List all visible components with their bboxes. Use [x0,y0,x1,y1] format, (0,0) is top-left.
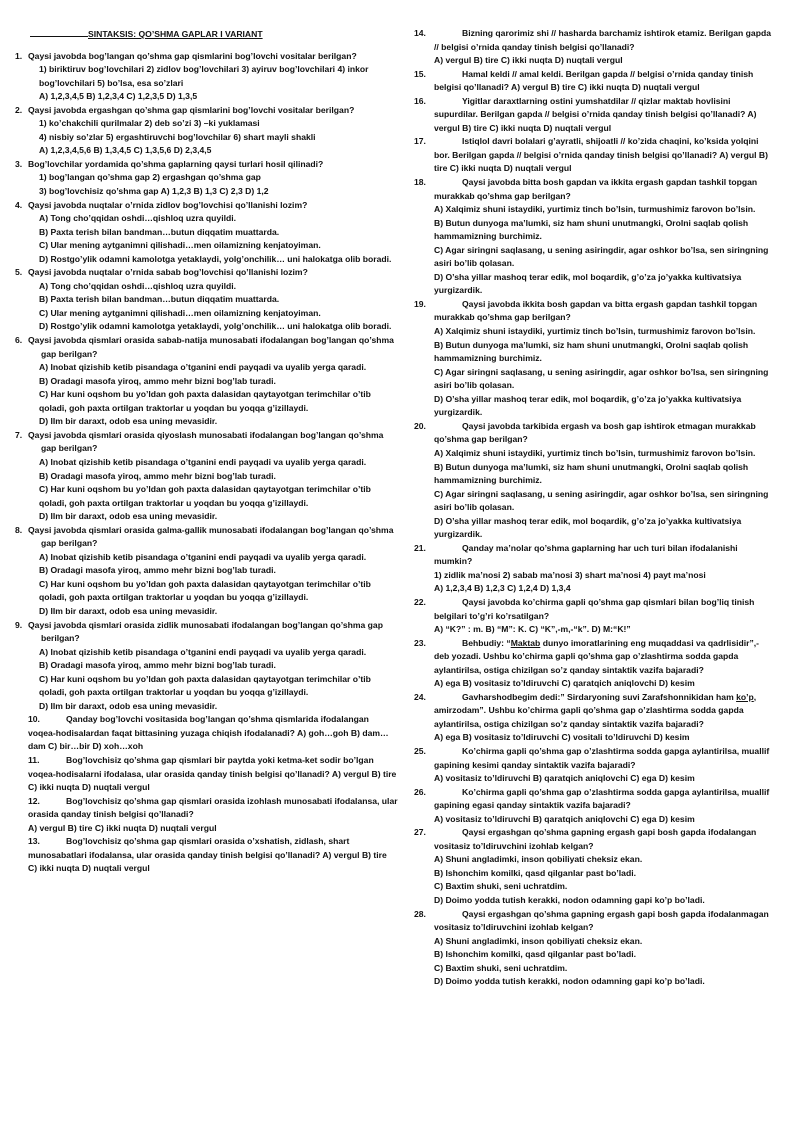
question-stem [28,835,398,876]
question-stem-text: Qaysi javobda qismlari orasida galma-gallik munosabati ifodalangan bog’langan qo’shma gap berilgan? [28,524,394,549]
answer-line: C) Agar siringni saqlasang, u sening asiringdir, agar oshkor bo’lsa, sen siringning asiri bo’lib qolasan. [434,366,769,391]
question-stem-text: Istiqlol davri bolalari g’ayratli, shijoatli // ko’zida chaqini, ko’ksida yolqini bor. Berilgan gapda // belgisi o’rnida qanday tinish belgisi qo’llanadi? A) vergul B) tire C) ikki nuqta D) nuqtali vergul [434,136,768,174]
question-stem-text: Hamal keldi // amal keldi. Berilgan gapda // belgisi o’rnida qanday tinish belgisi qo’llanadi? A) vergul B) tire C) ikki nuqta D) nuqtali vergul [434,68,754,93]
answer-line: D) O’sha yillar mashoq terar edik, mol boqardik, g’o’za jo’yakka kultivatsiya yurgizardik. [434,271,742,296]
question-stem-text: Qaysi javobda tarkibida ergash va bosh gap ishtirok etmagan murakkab qo’shma gap berilgan? [434,420,756,445]
answer-line: A) Inobat qizishib ketib pisandaga o’tganini endi payqadi va uyalib yerga qaradi. [39,551,367,562]
underlined-word: Maktab [510,637,541,648]
answer-line: A) Inobat qizishib ketib pisandaga o’tganini endi payqadi va uyalib yerga qaradi. [39,362,367,373]
answer-line: A) Xalqimiz shuni istaydiki, yurtimiz tinch bo’lsin, turmushimiz farovon bo’lsin. [434,326,756,337]
underlined-word: ko’p [736,691,754,702]
answer-line: B) Oradagi masofa yiroq, ammo mehr bizni bog’lab turadi. [39,470,276,481]
answer-line: D) Ilm bir daraxt, odob esa uning mevasidir. [39,416,218,427]
question-stem-text: Qaysi ergashgan qo’shma gapning ergash gapi bosh gapda ifodalangan vositasiz to’ldiruvchini izohlab kelgan? [434,827,757,851]
question-stem-text: Ko’chirma gapli qo’shma gap o’zlashtirma sodda gapga aylantirilsa, muallif gapining egasi qanday sintaktik vazifa bajaradi? [434,786,770,811]
question-item [414,745,774,786]
answer-line: C) Baxtim shuki, seni uchratdim. [434,962,568,973]
question-item [414,27,774,68]
question-item [414,542,774,596]
question-stem [414,691,774,732]
question-stem: 4. Qaysi javobda nuqtalar o’rnida zidlov bog’lovchisi qo’llanishi lozim? [15,199,308,210]
answer-line: A) Xalqimiz shuni istaydiki, yurtimiz tinch bo’lsin, turmushimiz farovon bo’lsin. [434,447,756,458]
question-item [414,420,774,542]
answer-line: B) Paxta terish bilan bandman…butun diqqatim muattarda. [39,226,280,237]
question-stem: 9. Qaysi javobda qismlari orasida zidlik munosabati ifodalangan bog’langan qo’shma gap berilgan? [15,619,383,644]
answer-line: B) Ishonchim komilki, qasd qilganlar past bo’ladi. [434,949,636,960]
answer-line: D) Ilm bir daraxt, odob esa uning mevasidir. [39,605,218,616]
question-number: 24. [414,691,426,702]
question-item [414,596,774,637]
question-item [15,104,398,158]
answer-line: A) vositasiz to’ldiruvchi B) qaratqich aniqlovchi C) ega D) kesim [434,813,695,824]
answer-line: 1) ko’chakchili qurilmalar 2) deb so’zi 3) –ki yuklamasi [39,118,260,129]
answer-line: A) 1,2,3,4,5 B) 1,2,3,4 C) 1,2,3,5 D) 1,3,5 [39,91,198,102]
question-item [414,908,774,989]
question-stem-text: Qaysi javobda bitta bosh gapdan va ikkita ergash gapdan tashkil topgan murakkab qo’shma gap berilgan? [434,177,758,201]
question-stem [414,786,774,813]
question-stem [414,745,774,772]
question-stem-text: Bog’lovchisiz qo’shma gap qismlari orasida o’xshatish, zidlash, shart munosabatlari ifodalansa, ular orasida qanday tinish belgisi qo’llanadi? A) vergul B) tire C) ikki nuqta D) nuqtali vergul [28,836,387,874]
question-stem-text: Qanday bog’lovchi vositasida bog’langan qo’shma qismlarida ifodalangan voqea-hodisalardan faqat bittasining yuzaga chiqish ifodalanadi? A) goh…goh B) dam…dam C) bir…bir D) xoh…xoh [28,714,389,752]
question-number: 21. [414,542,426,553]
title-underline-lead [30,27,88,37]
question-stem-text: Bog’lovchisiz qo’shma gap qismlari bir paytda yoki ketma-ket sodir bo’lgan voqea-hodisalarni ifodalasa, ular orasida qanday tinish belgisi qo’llanadi? A) vergul B) tire C) ikki nuqta D) nuqtali vergul [28,754,397,793]
question-stem-text: Qaysi javobda qismlari orasida zidlik munosabati ifodalangan bog’langan qo’shma gap berilgan? [28,619,383,644]
question-stem [414,298,774,325]
question-stem-text: dunyo imoratlarining eng muqaddasi va qadrlisidir”,-deb yozadi. Ushbu ko’chirma gapli qo’shma gap o’zlashtirma sodda gapda aylantirilsa, ostiga chizilgan so’z qanday sintaktik vazifa bajaradi? [434,637,760,675]
question-item [15,50,398,104]
question-stem-text: Gavharshodbegim dedi:” Sirdaryoning suvi Zarafshonnikidan ham [462,691,737,702]
answer-line: B) Oradagi masofa yiroq, ammo mehr bizni bog’lab turadi. [39,660,276,671]
answer-line: A) 1,2,3,4 B) 1,2,3 C) 1,2,4 D) 1,3,4 [434,583,571,594]
question-item [15,429,398,524]
question-stem [414,95,774,136]
question-item [15,619,398,714]
question-stem-text: Bizning qarorimiz shi // hasharda barchamiz ishtirok etamiz. Berilgan gapda // belgisi o’rnida qanday tinish belgisi qo’llanadi? [434,28,771,52]
answer-line: 4) nisbiy so’zlar 5) ergashtiruvchi bog’lovchilar 6) shart mayli shakli [39,131,316,142]
question-number: 14. [414,28,426,38]
answer-line: A) Tong cho’qqidan oshdi…qishloq uzra quyildi. [39,213,237,224]
answer-line: B) Paxta terish bilan bandman…butun diqqatim muattarda. [39,294,280,305]
question-item [28,835,398,876]
question-stem-text: Ko’chirma gapli qo’shma gap o’zlashtirma sodda gapga aylantirilsa, muallif gapining kesimi qanday sintaktik vazifa bajaradi? [434,745,770,770]
question-item [414,95,774,136]
question-number: 17. [414,136,426,147]
question-number: 27. [414,827,426,838]
answer-line: A) Inobat qizishib ketib pisandaga o’tganini endi payqadi va uyalib yerga qaradi. [39,456,367,467]
question-item [28,754,398,795]
question-item [414,68,774,95]
question-stem-text: Qaysi javobda bog’langan qo’shma gap qismlarini bog’lovchi vositalar berilgan? [28,50,357,61]
question-number: 12. [28,795,40,806]
question-stem-text: Qaysi javobda qismlari orasida sabab-natija munosabati ifodalangan bog’langan qo’shma gap berilgan? [28,335,394,359]
question-item [15,199,398,267]
answer-line: B) Oradagi masofa yiroq, ammo mehr bizni bog’lab turadi. [39,375,276,386]
question-number: 20. [414,420,426,431]
answer-line: D) Rostgo’ylik odamni kamolotga yetaklaydi, yolg’onchilik… uni halokatga olib boradi. [39,253,392,264]
answer-line: A) vositasiz to’ldiruvchi B) qaratqich aniqlovchi C) ega D) kesim [434,773,695,784]
question-stem-text: Qaysi ergashgan qo’shma gapning ergash gapi bosh gapda ifodalanmagan vositasiz to’ldiruvchini izohlab kelgan? [434,908,769,933]
answer-line: A) ega B) vositasiz to’ldiruvchi C) vositali to’ldiruvchi D) kesim [434,732,690,743]
answer-line: D) Ilm bir daraxt, odob esa uning mevasidir. [39,511,218,522]
question-stem-text: Qaysi javobda nuqtalar o’rnida zidlov bog’lovchisi qo’llanishi lozim? [28,199,308,210]
question-stem [414,68,774,95]
question-stem [414,420,774,447]
question-stem-text: , amirzodam”. Ushbu ko’chirma gapli qo’shma gap o’zlashtirma sodda gapda aylantirilsa, ostiga chizilgan so’z qanday sintaktik vazifa bajaradi? [434,691,757,729]
answer-line: B) Butun dunyoga ma’lumki, siz ham shuni unutmangki, Orolni saqlab qolish hammamizning burchimiz. [434,339,749,364]
left-column [15,27,398,876]
answer-line: A) Xalqimiz shuni istaydiki, yurtimiz tinch bo’lsin, turmushimiz farovon bo’lsin. [434,204,756,215]
right-column [414,27,774,989]
page-title [28,27,398,42]
question-number: 15. [414,68,426,79]
answer-line: A) Shuni angladimki, inson qobiliyati cheksiz ekan. [434,854,643,865]
question-stem-text: Yigitlar daraxtlarning ostini yumshatdilar // qizlar maktab hovlisini supurdilar. Berilgan gapda // belgisi o’rnida qanday tinish belgisi qo’llanadi? A) vergul B) tire C) ikki nuqta D) nuqtali vergul [434,95,757,133]
question-stem: 1. Qaysi javobda bog’langan qo’shma gap qismlarini bog’lovchi vositalar berilgan? [15,50,357,61]
question-stem-text: Qaysi javobda ikkita bosh gapdan va bitta ergash gapdan tashkil topgan murakkab qo’shma gap berilgan? [434,298,758,323]
answer-line: B) Butun dunyoga ma’lumki, siz ham shuni unutmangki, Orolni saqlab qolish hammamizning burchimiz. [434,461,749,486]
question-item [414,826,774,907]
question-stem [414,908,774,935]
question-stem: 2. Qaysi javobda ergashgan qo’shma gap qismlarini bog’lovchi vositalar berilgan? [15,104,355,115]
question-item [414,691,774,745]
answer-line: C) Har kuni oqshom bu yo’ldan goh paxta dalasidan qaytayotgan terimchilar o’tib qoladi, goh paxta ortilgan traktorlar u yoqdan bu yoqqa g’izillaydi. [39,673,371,698]
answer-line: A) Shuni angladimki, inson qobiliyati cheksiz ekan. [434,935,643,946]
question-stem-text: Behbudiy: “ [462,637,511,648]
question-number: 18. [414,177,426,188]
question-stem-text: Qaysi javobda ergashgan qo’shma gap qismlarini bog’lovchi vositalar berilgan? [28,104,355,115]
question-number: 13. [28,836,40,847]
question-stem [28,754,398,795]
answer-line: D) Rostgo’ylik odamni kamolotga yetaklaydi, yolg’onchilik… uni halokatga olib boradi. [39,321,392,332]
question-stem-text: Qaysi javobda qismlari orasida qiyoslash munosabati ifodalangan bog’langan qo’shma gap berilgan? [28,429,384,454]
question-stem [414,826,774,853]
title-text: SINTAKSIS: QO’SHMA GAPLAR I VARIANT [88,29,263,39]
answer-line: C) Baxtim shuki, seni uchratdim. [434,881,568,892]
question-stem [28,713,398,754]
question-stem-text: Qaysi javobda nuqtalar o’rnida sabab bog’lovchisi qo’llanishi lozim? [28,267,308,278]
question-stem: 8. Qaysi javobda qismlari orasida galma-gallik munosabati ifodalangan bog’langan qo’shma gap berilgan? [15,524,394,549]
answer-line: C) Agar siringni saqlasang, u sening asiringdir, agar oshkor bo’lsa, sen siringning asiri bo’lib qolasan. [434,488,769,513]
answer-line: A) Tong cho’qqidan oshdi…qishloq uzra quyildi. [39,280,237,291]
question-item [28,795,398,836]
answer-line: A) vergul B) tire C) ikki nuqta D) nuqtali vergul [434,55,623,66]
question-number: 19. [414,298,426,309]
question-stem [414,27,774,54]
question-item [414,176,774,298]
question-item [28,713,398,754]
question-item [15,158,398,199]
answer-line: C) Har kuni oqshom bu yo’ldan goh paxta dalasidan qaytayotgan terimchilar o’tib qoladi, goh paxta ortilgan traktorlar u yoqdan bu yoqqa g’izillaydi. [39,578,371,603]
question-item [414,786,774,827]
question-number: 26. [414,786,426,797]
answer-line: C) Har kuni oqshom bu yo’ldan goh paxta dalasidan qaytayotgan terimchilar o’tib qoladi, goh paxta ortilgan traktorlar u yoqdan bu yoqqa g’izillaydi. [39,389,371,413]
answer-line: A) ega B) vositasiz to’ldiruvchi C) qaratqich aniqlovchi D) kesim [434,678,695,689]
answer-line: D) Doimo yodda tutish kerakki, nodon odamning gapi ko’p bo’ladi. [434,895,705,905]
answer-line: C) Har kuni oqshom bu yo’ldan goh paxta dalasidan qaytayotgan terimchilar o’tib qoladi, goh paxta ortilgan traktorlar u yoqdan bu yoqqa g’izillaydi. [39,484,371,508]
question-list-left [15,50,398,876]
question-item [414,135,774,176]
question-stem: 5. Qaysi javobda nuqtalar o’rnida sabab bog’lovchisi qo’llanishi lozim? [15,267,308,278]
answer-line: A) vergul B) tire C) ikki nuqta D) nuqtali vergul [28,822,217,833]
question-stem-text: Bog’lovchisiz qo’shma gap qismlari orasida izohlash munosabati ifodalansa, ular orasida qanday tinish belgisi qo’llanadi? [28,795,398,820]
answer-line: 1) zidlik ma’nosi 2) sabab ma’nosi 3) shart ma’nosi 4) payt ma’nosi [434,569,706,580]
question-list-right [414,27,774,989]
answer-line: D) O’sha yillar mashoq terar edik, mol boqardik, g’o’za jo’yakka kultivatsiya yurgizardik. [434,393,742,418]
question-stem-text: Qanday ma’nolar qo’shma gaplarning har uch turi bilan ifodalanishi mumkin? [434,542,738,567]
question-item [15,266,398,334]
question-number: 10. [28,714,40,725]
answer-line: A) Inobat qizishib ketib pisandaga o’tganini endi payqadi va uyalib yerga qaradi. [39,646,367,657]
answer-line: B) Oradagi masofa yiroq, ammo mehr bizni bog’lab turadi. [39,565,276,576]
question-number: 25. [414,745,426,756]
answer-line: D) O’sha yillar mashoq terar edik, mol boqardik, g’o’za jo’yakka kultivatsiya yurgizardik. [434,515,742,540]
question-stem-text: Bog’lovchilar yordamida qo’shma gaplarning qaysi turlari hosil qilinadi? [28,158,324,169]
question-number: 22. [414,596,426,607]
answer-line: A) “K?” : m. B) “M”: K. C) “K”,-m,-“k”. D) M:“K!” [434,624,631,635]
answer-line: D) Doimo yodda tutish kerakki, nodon odamning gapi ko’p bo’ladi. [434,976,705,987]
question-stem [414,596,774,623]
question-item [414,637,774,691]
question-number: 28. [414,908,426,919]
answer-line: D) Ilm bir daraxt, odob esa uning mevasidir. [39,700,218,711]
question-item [414,298,774,420]
question-stem [414,637,774,678]
answer-line: A) 1,2,3,4,5,6 B) 1,3,4,5 C) 1,3,5,6 D) 2,3,4,5 [39,145,212,156]
answer-line: B) Butun dunyoga ma’lumki, siz ham shuni unutmangki, Orolni saqlab qolish hammamizning burchimiz. [434,217,749,242]
question-stem: 6. Qaysi javobda qismlari orasida sabab-natija munosabati ifodalangan bog’langan qo’shma gap berilgan? [15,335,394,359]
answer-line: 1) bog’langan qo’shma gap 2) ergashgan qo’shma gap [39,172,261,183]
question-item [15,334,398,429]
question-stem [28,795,398,822]
question-stem: 3. Bog’lovchilar yordamida qo’shma gaplarning qaysi turlari hosil qilinadi? [15,158,324,169]
answer-line: B) Ishonchim komilki, qasd qilganlar past bo’ladi. [434,867,636,878]
answer-line: C) Ular mening aytganimni qilishadi…men oilamizning kenjatoyiman. [39,240,321,251]
question-number: 16. [414,95,426,106]
answer-line: C) Agar siringni saqlasang, u sening asiringdir, agar oshkor bo’lsa, sen siringning asiri bo’lib qolasan. [434,244,769,269]
answer-line: 1) biriktiruv bog’lovchilari 2) zidlov bog’lovchilari 3) ayiruv bog’lovchilari 4) inkor bog’lovchilari 5) bo’lsa, esa so’zlari [39,64,369,88]
question-stem-text: Qaysi javobda ko’chirma gapli qo’shma gap qismlari bilan bog’liq tinish belgilari to’g’ri ko’rsatilgan? [434,596,755,621]
question-stem [414,135,774,176]
answer-line: C) Ular mening aytganimni qilishadi…men oilamizning kenjatoyiman. [39,307,321,318]
question-number: 11. [28,754,40,765]
question-stem [414,542,774,569]
question-number: 23. [414,637,426,648]
question-stem: 7. Qaysi javobda qismlari orasida qiyoslash munosabati ifodalangan bog’langan qo’shma gap berilgan? [15,429,384,454]
answer-line: 3) bog’lovchisiz qo’shma gap A) 1,2,3 B) 1,3 C) 2,3 D) 1,2 [39,186,269,197]
question-item [15,524,398,619]
question-stem [414,176,774,203]
